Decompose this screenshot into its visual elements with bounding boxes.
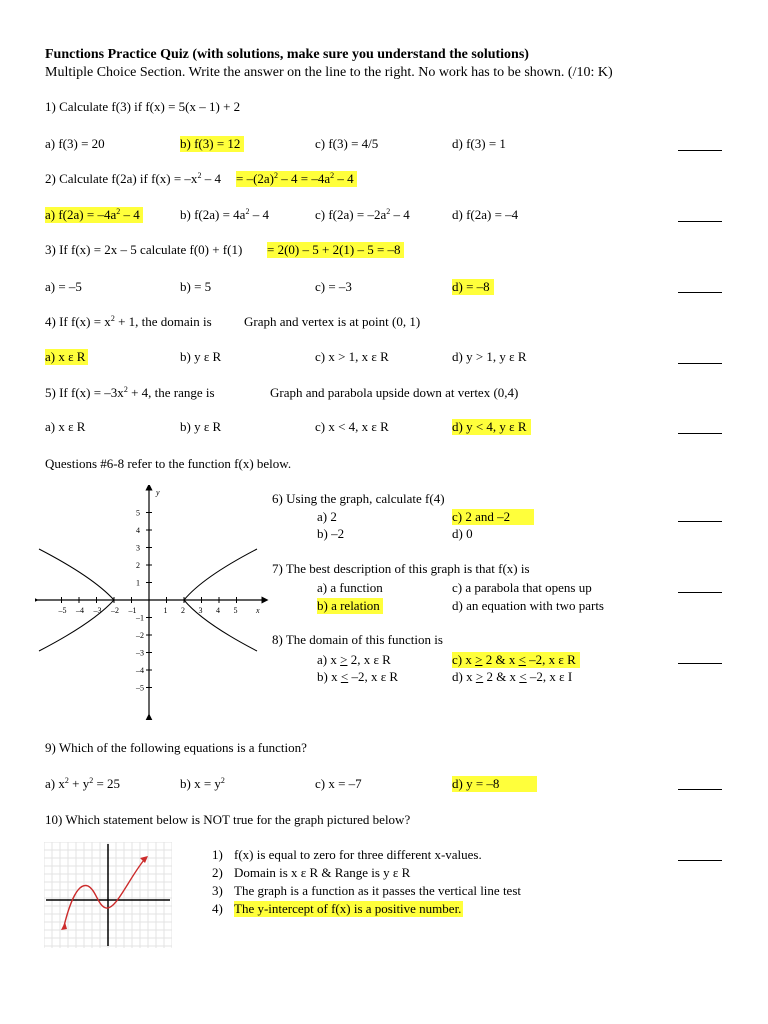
q5-prompt: 5) If $f(x) = -3x^2 + 4$, the range is (45, 385, 215, 400)
q10-statement: f(x) is equal to zero for three different x-values. (234, 847, 482, 862)
q1-option-b-answer: b) f(3) = 12 (180, 136, 244, 152)
q8-answer-line[interactable] (678, 663, 722, 664)
q5-note: Graph and parabola upside down at vertex (0,4) (270, 385, 519, 400)
q3-solution: = 2(0) – 5 + 2(1) – 5 = –8 (267, 242, 404, 258)
q7-option-a: a) a function (317, 580, 383, 595)
y-tick-label: 5 (136, 508, 140, 518)
x-axis-label: x (256, 606, 260, 615)
q1-prompt: 1) Calculate f(3) if f(x) = 5(x – 1) + 2 (45, 99, 241, 114)
q6-answer-line[interactable] (678, 521, 722, 522)
q2-answer-line[interactable] (678, 221, 722, 222)
x-tick-label: –3 (93, 606, 102, 615)
q3-answer-line[interactable] (678, 292, 722, 293)
q10-statement-number: 4) (212, 901, 223, 916)
q9-option-b: b) $x = y^2$ (180, 776, 225, 791)
cubic-graph (44, 842, 172, 948)
q8-option-a: a) x > 2, x ε R (317, 652, 391, 667)
q1-option-d: d) f(3) = 1 (452, 136, 506, 151)
q10-statement: Domain is x ε R & Range is y ε R (234, 865, 411, 880)
q4-option-c: c) x > 1, x ε R (315, 349, 389, 364)
q3-option-c: c) = –3 (315, 279, 352, 294)
x-tick-label: –4 (76, 606, 84, 615)
q7-answer-line[interactable] (678, 592, 722, 593)
q8-option-c-answer: c) x > 2 & x < –2, x ε R (452, 652, 580, 668)
page-title: Functions Practice Quiz (with solutions, make sure you understand the solutions) (45, 47, 529, 62)
q7-option-c: c) a parabola that opens up (452, 580, 592, 595)
q6-option-b: b) –2 (317, 526, 345, 541)
q9-option-c: c) x = –7 (315, 776, 362, 791)
q2-option-d: d) f(2a) = –4 (452, 207, 519, 222)
q9-prompt: 9) Which of the following equations is a function? (45, 740, 307, 755)
q2-prompt: 2) Calculate f(2a) if $f(x) = -x^2 - 4$ (45, 171, 221, 186)
q7-option-d: d) an equation with two parts (452, 598, 604, 613)
q1-option-a: a) f(3) = 20 (45, 136, 105, 151)
q5-option-b: b) y ε R (180, 419, 222, 434)
relation-graph (35, 485, 270, 720)
instructions: Multiple Choice Section. Write the answer on the line to the right. No work has to be shown. (/10: K) (45, 65, 613, 80)
y-tick-label: –3 (136, 648, 144, 658)
q4-option-b: b) y ε R (180, 349, 222, 364)
x-tick-labels (58, 606, 238, 615)
q6-option-c-answer: c) 2 and –2 (452, 509, 534, 525)
y-tick-label: –4 (136, 666, 144, 675)
q4-note: Graph and vertex is at point (0, 1) (244, 314, 421, 329)
q2-option-b: b) $f(2a) = 4a^2 - 4$ (180, 207, 269, 222)
q9-option-a: a) $x^2 + y^2 = 25$ (45, 776, 121, 791)
q6-8-intro: Questions #6-8 refer to the function f(x) below. (45, 456, 292, 471)
q8-option-b: b) x < –2, x ε R (317, 669, 399, 684)
q6-option-a: a) 2 (317, 509, 337, 524)
x-tick-label: 5 (233, 606, 238, 615)
y-tick-label: 2 (136, 561, 140, 570)
x-tick-label: –5 (58, 606, 67, 615)
q10-statement: The graph is a function as it passes the vertical line test (234, 883, 521, 898)
x-tick-label: –1 (128, 606, 137, 615)
q10-statement-answer: The y-intercept of f(x) is a positive number. (234, 901, 462, 916)
q3-option-d-answer: d) = –8 (452, 279, 494, 295)
y-tick-label: –5 (136, 683, 144, 693)
x-tick-label: 2 (181, 606, 185, 615)
q4-prompt: 4) If $f(x) = x^2 + 1$, the domain is (45, 314, 212, 329)
q8-option-d: d) x > 2 & x < –2, x ε I (452, 669, 573, 684)
q9-answer-line[interactable] (678, 789, 722, 790)
q3-option-a: a) = –5 (45, 279, 82, 294)
q2-option-a-answer: a) $f(2a) = -4a^2 - 4$ (45, 207, 143, 223)
q1-answer-line[interactable] (678, 150, 722, 151)
q2-option-c: c) $f(2a) = -2a^2 - 4$ (315, 207, 410, 222)
q1-option-c: c) f(3) = 4/5 (315, 136, 379, 151)
q5-option-c: c) x < 4, x ε R (315, 419, 389, 434)
y-tick-label: 3 (136, 543, 140, 553)
q3-prompt: 3) If f(x) = 2x – 5 calculate f(0) + f(1) (45, 242, 243, 257)
q7-option-b-answer: b) a relation (317, 598, 383, 614)
q3-option-b: b) = 5 (180, 279, 212, 294)
q4-answer-line[interactable] (678, 363, 722, 364)
q4-option-d: d) y > 1, y ε R (452, 349, 527, 364)
x-tick-label: 4 (216, 606, 220, 615)
q8-prompt: 8) The domain of this function is (272, 632, 443, 647)
y-tick-label: 1 (136, 578, 140, 588)
q5-answer-line[interactable] (678, 433, 722, 434)
y-tick-label: –2 (136, 631, 144, 640)
x-tick-label: 3 (198, 606, 203, 615)
y-tick-label: 4 (136, 526, 140, 535)
q10-answer-line[interactable] (678, 860, 722, 861)
q10-prompt: 10) Which statement below is NOT true for the graph pictured below? (45, 812, 411, 827)
q5-option-a: a) x ε R (45, 419, 86, 434)
q10-statement-number: 3) (212, 883, 223, 898)
q4-option-a-answer: a) x ε R (45, 349, 88, 365)
q9-option-d-answer: d) y = –8 (452, 776, 537, 792)
x-tick-label: –2 (111, 606, 119, 615)
q5-option-d-answer: d) y < 4, y ε R (452, 419, 531, 435)
q6-prompt: 6) Using the graph, calculate f(4) (272, 491, 445, 506)
y-axis-label: y (156, 488, 160, 497)
y-tick-label: –1 (136, 613, 144, 623)
q6-option-d: d) 0 (452, 526, 473, 541)
arrow-up-icon (140, 856, 148, 863)
x-tick-label: 1 (163, 606, 168, 615)
q10-statement-number: 2) (212, 865, 223, 880)
q2-solution: = $-(2a)^2 - 4 = -4a^2 - 4$ (236, 171, 357, 187)
q10-statement-number: 1) (212, 847, 223, 862)
q7-prompt: 7) The best description of this graph is that f(x) is (272, 561, 530, 576)
